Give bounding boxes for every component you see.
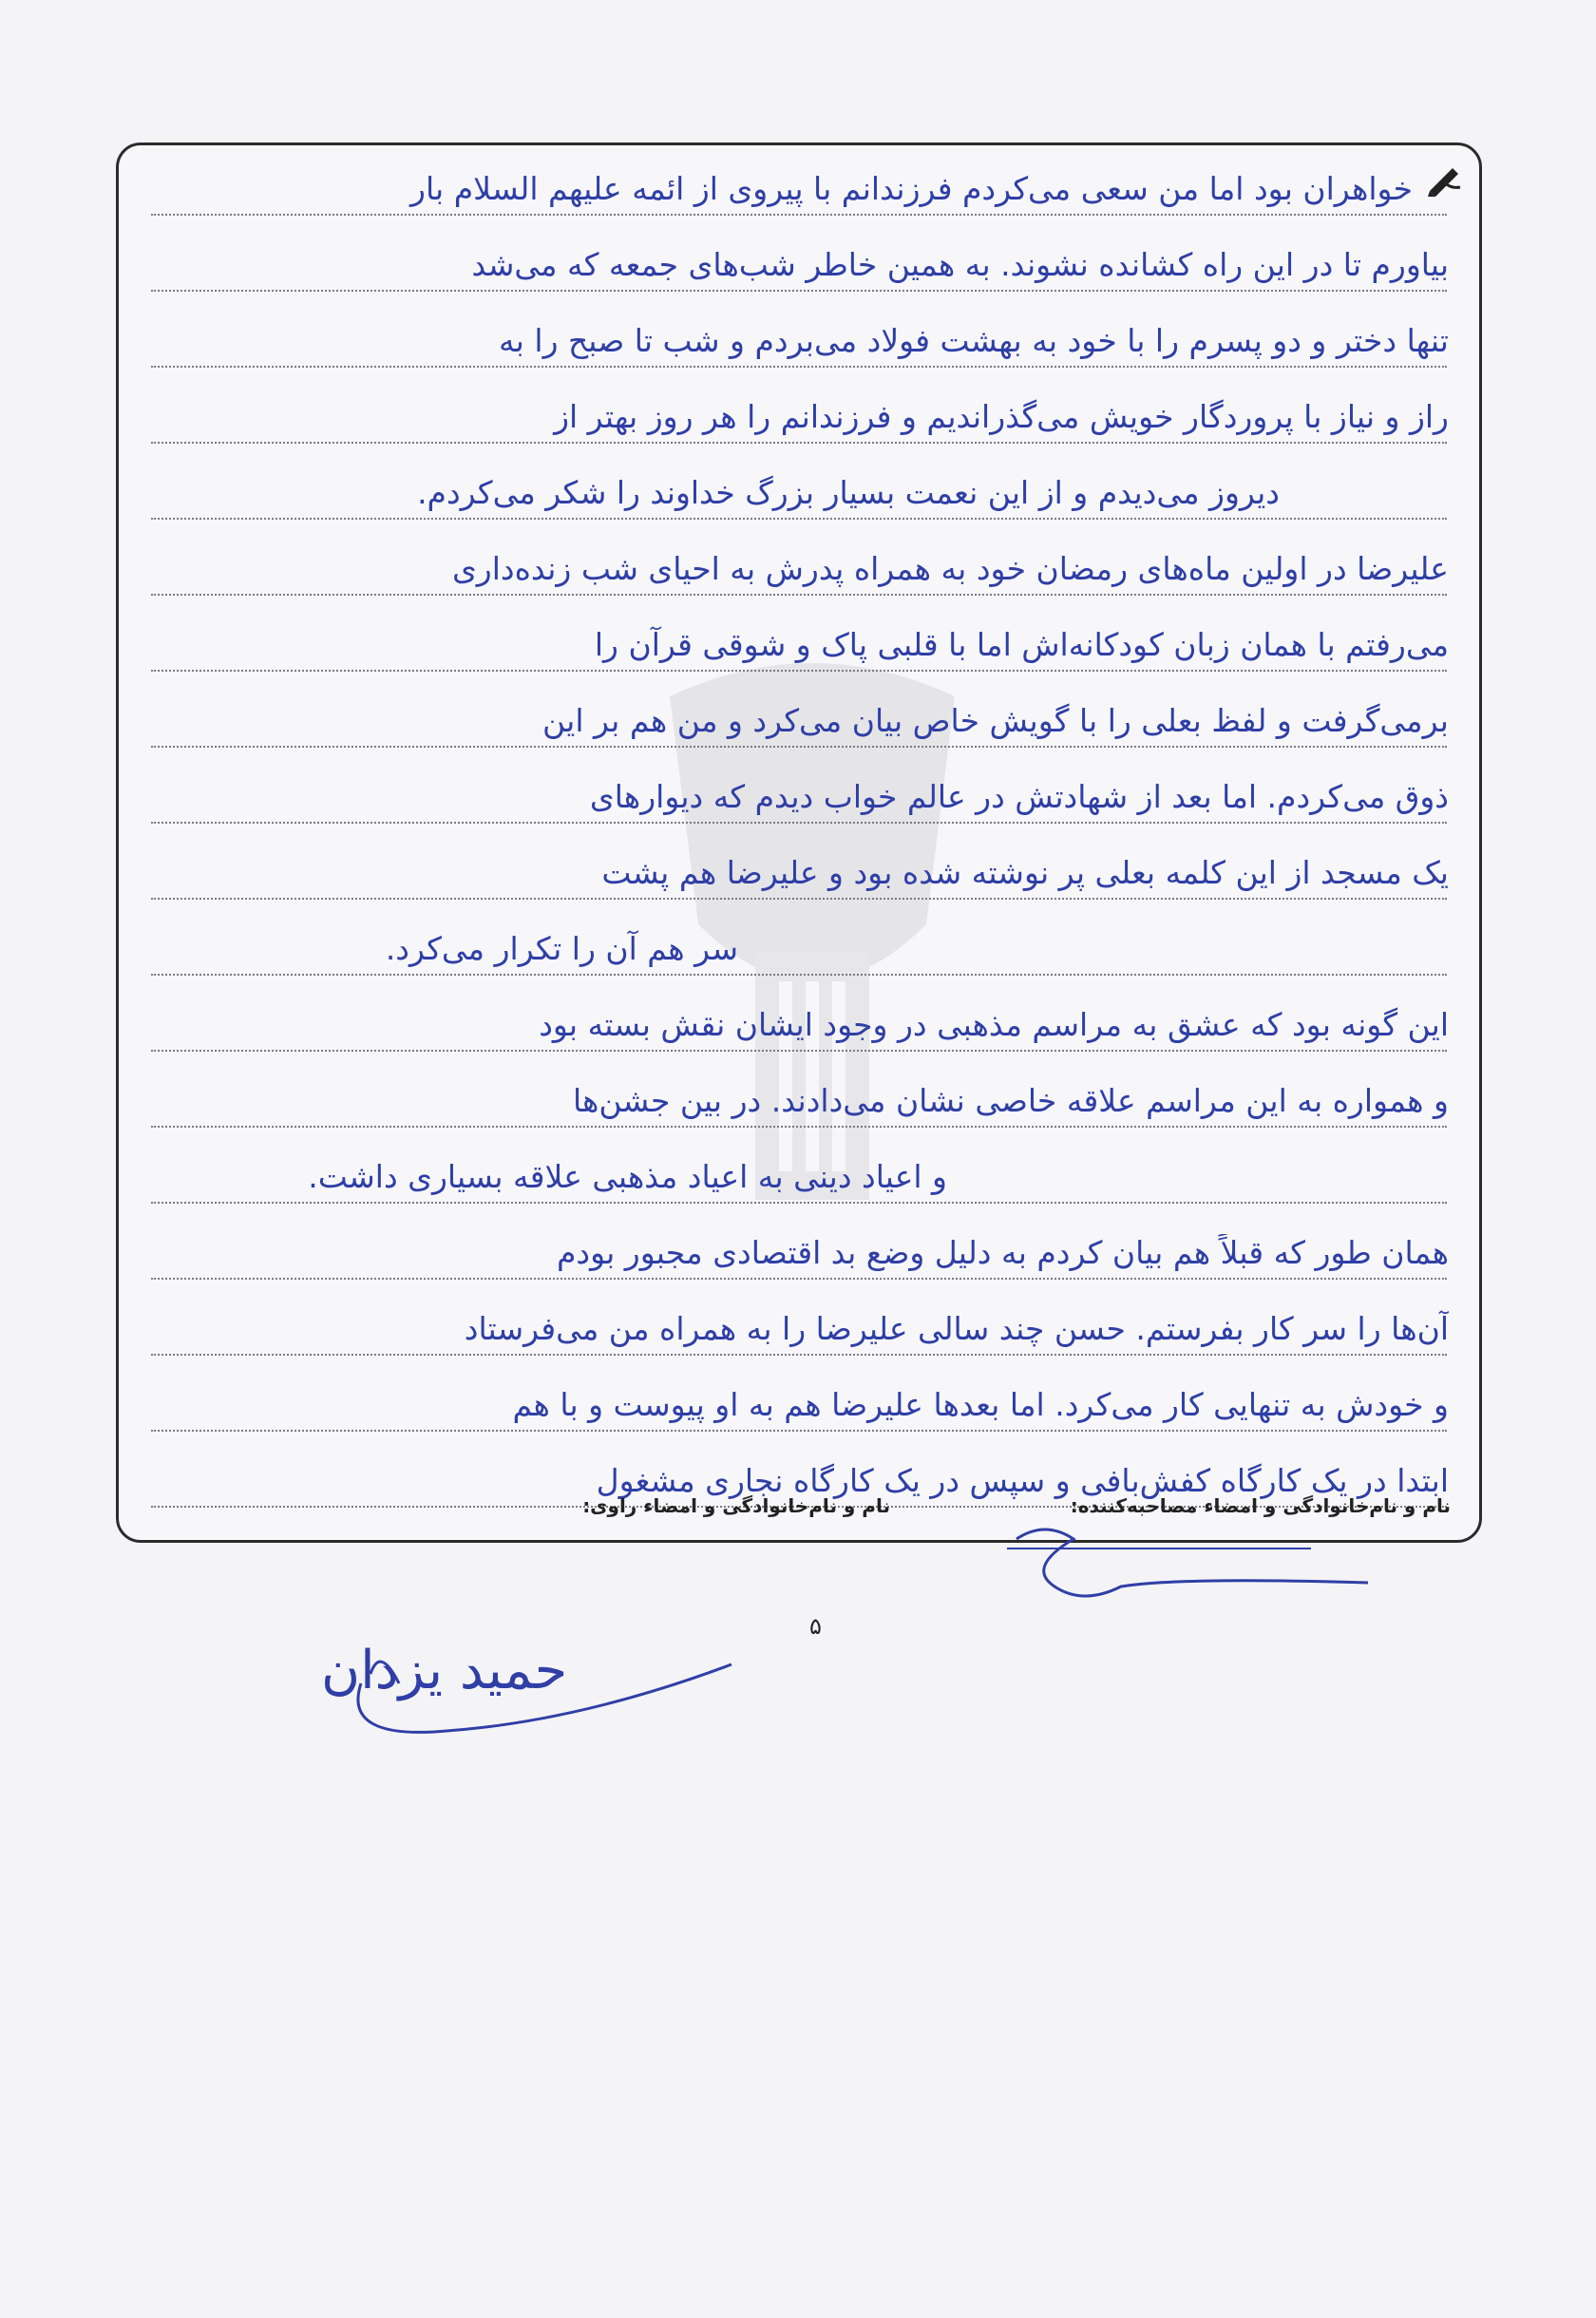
ruled-line xyxy=(151,1050,1447,1052)
interviewer-signature xyxy=(988,1510,1387,1615)
ruled-line xyxy=(151,594,1447,596)
handwritten-line: تنها دختر و دو پسرم را با خود به بهشت فولاد می‌بردم و شب تا صبح را به xyxy=(499,322,1449,359)
handwritten-line: خواهران بود اما من سعی می‌کردم فرزندانم با پیروی از ائمه علیهم السلام بار xyxy=(410,170,1413,207)
handwritten-line: بیاورم تا در این راه کشانده نشوند. به همین خاطر شب‌های جمعه که می‌شد xyxy=(471,246,1449,283)
handwritten-line: همان طور که قبلاً هم بیان کردم به دلیل وضع بد اقتصادی مجبور بودم xyxy=(556,1234,1449,1271)
ruled-line xyxy=(151,670,1447,672)
narrator-signature: حمید یزدان xyxy=(321,1640,568,1701)
handwritten-line: و اعیاد دینی به اعیاد مذهبی علاقه بسیاری داشت. xyxy=(308,1158,947,1195)
handwritten-line: یک مسجد از این کلمه بعلی پر نوشته شده بود و علیرضا هم پشت xyxy=(601,854,1449,891)
ruled-line xyxy=(151,822,1447,824)
handwritten-line: این گونه بود که عشق به مراسم مذهبی در وجود ایشان نقش بسته بود xyxy=(539,1006,1449,1043)
handwritten-line: دیروز می‌دیدم و از این نعمت بسیار بزرگ خداوند را شکر می‌کردم. xyxy=(417,474,1280,511)
handwritten-line: می‌رفتم با همان زبان کودکانه‌اش اما با قلبی پاک و شوقی قرآن را xyxy=(594,626,1449,663)
narrator-signature-label: نام و نام‌خانوادگی و امضاء راوی: xyxy=(582,1494,890,1517)
ruled-line xyxy=(151,214,1447,216)
ruled-line xyxy=(151,1202,1447,1204)
ruled-line xyxy=(151,974,1447,976)
ruled-line xyxy=(151,746,1447,748)
ruled-line xyxy=(151,518,1447,520)
handwritten-line: و همواره به این مراسم علاقه خاصی نشان می‌دادند. در بین جشن‌ها xyxy=(572,1082,1449,1119)
page-number: ۵ xyxy=(809,1613,822,1640)
ruled-line xyxy=(151,290,1447,292)
handwritten-line: علیرضا در اولین ماه‌های رمضان خود به همراه پدرش به احیای شب زنده‌داری xyxy=(451,550,1449,587)
handwritten-line: ذوق می‌کردم. اما بعد از شهادتش در عالم خواب دیدم که دیوارهای xyxy=(589,778,1449,815)
ruled-line xyxy=(151,1278,1447,1280)
interviewer-signature-label: نام و نام‌خانوادگی و امضاء مصاحبه‌کننده: xyxy=(1070,1494,1451,1517)
ruled-line xyxy=(151,366,1447,368)
handwritten-line: برمی‌گرفت و لفظ بعلی را با گویش خاص بیان می‌کرد و من هم بر این xyxy=(542,702,1449,739)
ruled-line xyxy=(151,1430,1447,1432)
handwritten-line: سر هم آن را تکرار می‌کرد. xyxy=(385,930,738,967)
pen-icon xyxy=(1424,159,1464,199)
handwritten-line: و خودش به تنهایی کار می‌کرد. اما بعدها علیرضا هم به او پیوست و با هم xyxy=(512,1386,1449,1423)
writing-frame xyxy=(116,142,1482,1543)
handwritten-line: ابتدا در یک کارگاه کفش‌بافی و سپس در یک کارگاه نجاری مشغول xyxy=(596,1462,1449,1499)
handwritten-line: راز و نیاز با پروردگار خویش می‌گذراندیم و فرزندانم را هر روز بهتر از xyxy=(554,398,1449,435)
ruled-line xyxy=(151,442,1447,444)
ruled-line xyxy=(151,1126,1447,1128)
ruled-line xyxy=(151,1354,1447,1356)
ruled-line xyxy=(151,898,1447,900)
handwritten-line: آن‌ها را سر کار بفرستم. حسن چند سالی علیرضا را به همراه من می‌فرستاد xyxy=(464,1310,1449,1347)
